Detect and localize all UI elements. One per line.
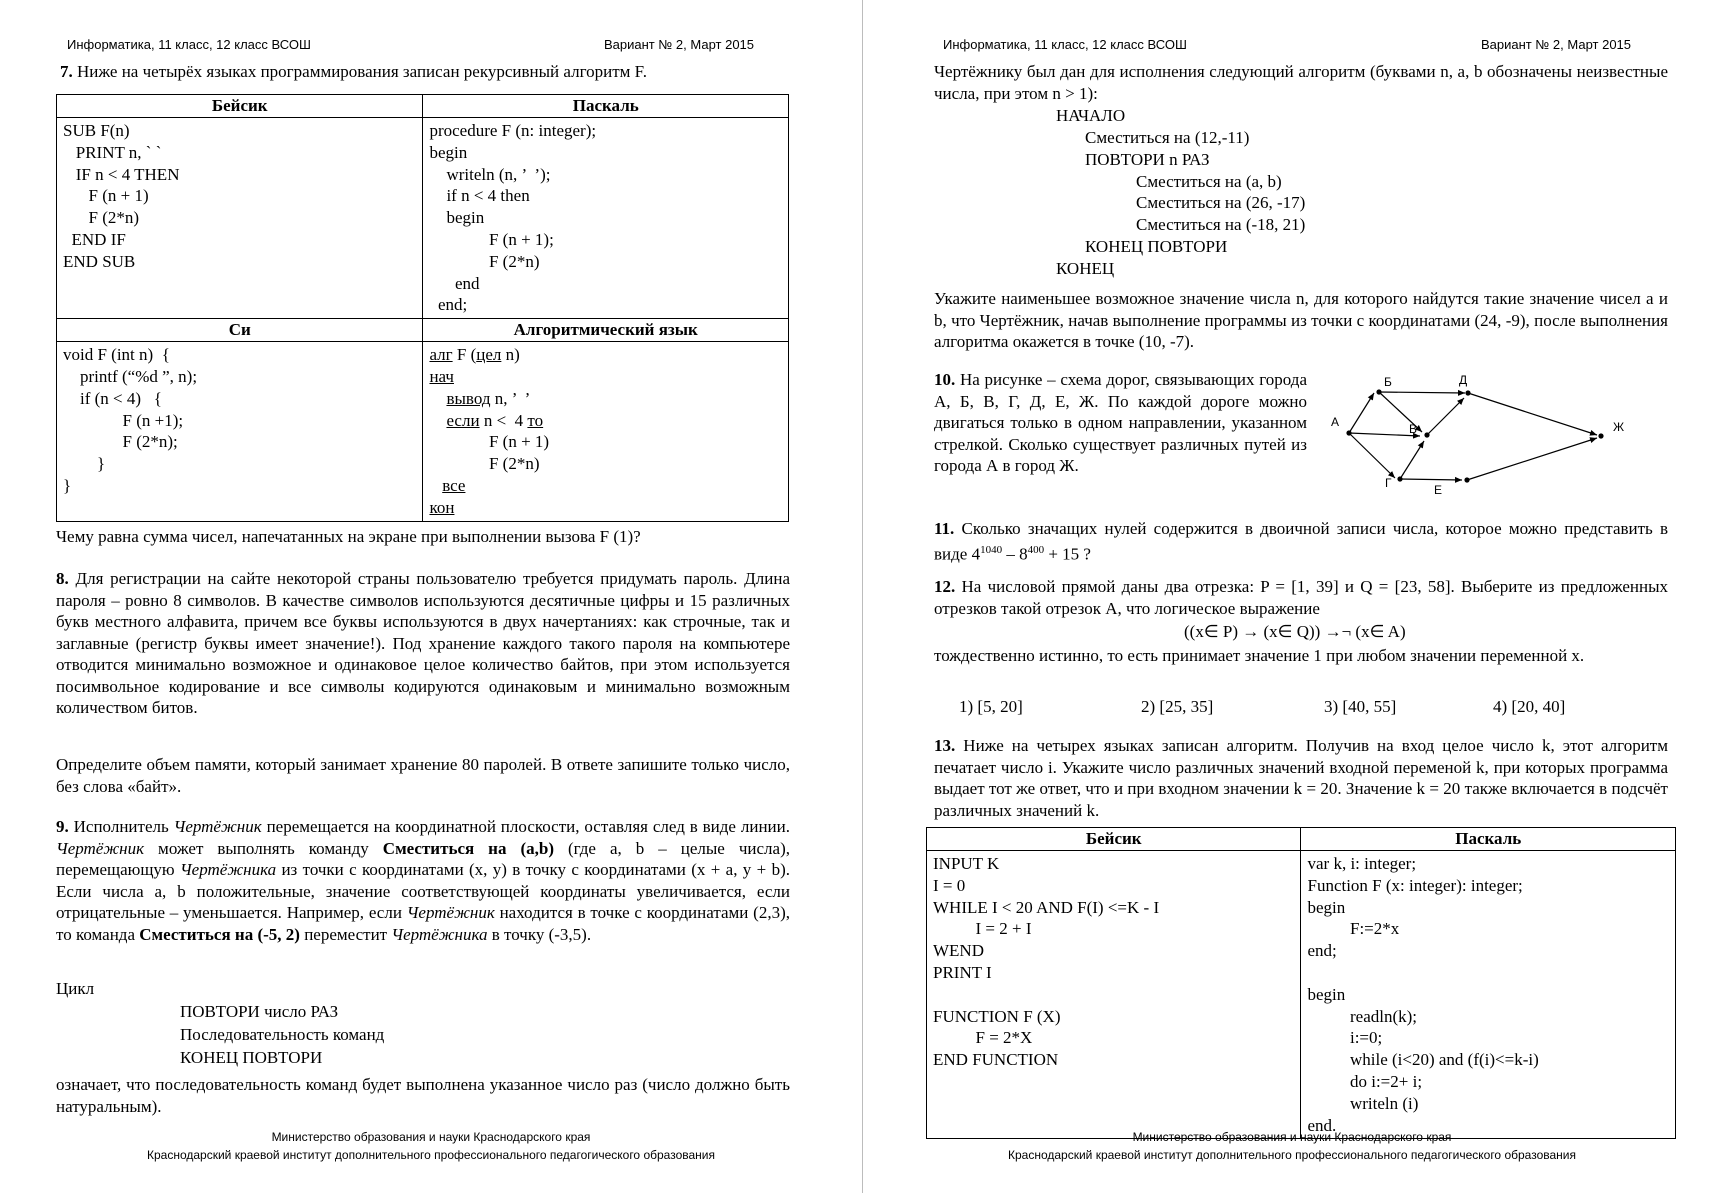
q13-text: Ниже на четырех языках записан алгоритм. Получив на вход целое число k, этот алгоритм печатает число i. Укажите число различных значений входной переменой k, при которых программа выдает тот же ответ, что и при входном значении k = 20. Значение k = 20 также включается в подсчёт различных значений k. — [934, 736, 1668, 820]
q8-paragraph — [56, 568, 790, 719]
q10-text: На рисунке – схема дорог, связывающих города А, Б, В, Г, Д, Е, Ж. По каждой дороге можно двигаться только в одном направлении, указанном стрелкой. Сколько существует различных путей из города А в город Ж. — [934, 370, 1307, 475]
q12-formula: ((x∈ P) → (x∈ Q)) →¬ (x∈ A) — [1184, 622, 1406, 641]
node-e — [1464, 477, 1469, 482]
algo-line-move-ab: Сместиться на (a, b) — [1136, 172, 1282, 191]
node-d — [1465, 390, 1470, 395]
q7-header-pascal: Паскаль — [423, 95, 789, 118]
node-v — [1424, 432, 1429, 437]
q13-number: 13. — [934, 736, 956, 755]
q13-code-table — [926, 827, 1676, 1139]
q12-option-3: 3) [40, 55] — [1324, 697, 1397, 716]
node-label-e: Е — [1434, 483, 1443, 497]
algo-line-move-1: Сместиться на (12,-11) — [1085, 128, 1250, 147]
edge-d-zh — [1468, 393, 1597, 435]
q7-header-basic: Бейсик — [57, 95, 423, 118]
q9-cycle-title: Цикл — [56, 979, 95, 998]
q9-continued-intro: Чертёжнику был дан для исполнения следующий алгоритм (буквами n, a, b обозначены неизвестные числа, при этом n > 1): — [934, 62, 1668, 103]
q8-text: Для регистрации на сайте некоторой страны пользователю требуется придумать пароль. Длина пароля – ровно 8 символов. В качестве символов используются десятичные цифры и 15 различных букв местного алфавита, причем все буквы используются в двух начертаниях: как строчные, так и заглавные (регистр буквы имеет значение!). Под хранение каждого такого пароля на компьютере отводится минимально возможное и одинаковое целое количество байтов, при этом используется посимвольное кодирование и все символы кодируются одинаковым и минимально возможным количеством битов. — [56, 569, 790, 717]
q10-paragraph — [934, 369, 1307, 477]
node-zh — [1598, 433, 1603, 438]
q9-number: 9. — [56, 817, 69, 836]
edge-a-b — [1349, 393, 1374, 433]
footer-ministry: Министерство образования и науки Краснодарского края — [271, 1130, 591, 1144]
q11-number: 11. — [934, 519, 955, 538]
q12-option-1: 1) [5, 20] — [959, 697, 1023, 716]
node-g — [1397, 476, 1402, 481]
q12-paragraph — [934, 576, 1668, 619]
node-b — [1376, 389, 1381, 394]
q8-question: Определите объем памяти, который занимает хранение 80 паролей. В ответе запишите только число, без слова «байт». — [56, 755, 790, 796]
edge-v-d — [1427, 398, 1464, 435]
edge-g-e — [1400, 479, 1462, 480]
road-graph — [1322, 368, 1632, 498]
q13-basic-code: INPUT K I = 0 WHILE I < 20 AND F(I) <=K - I I = 2 + I WEND PRINT I FUNCTION F (X) F = 2*X END FUNCTION — [933, 854, 1160, 1070]
node-label-b: Б — [1384, 375, 1392, 389]
footer-institute: Краснодарский краевой институт дополнительного профессионального педагогического образования — [1007, 1148, 1576, 1162]
q13-pascal-code: var k, i: integer; Function F (x: integer): integer; begin F:=2*x end; begin readln(k); i:=0; while (i<20) and (f(i)<=k-i) do i:=2+ i; writeln (i) end. — [1307, 854, 1539, 1135]
q9-cycle-line-1: ПОВТОРИ число РАЗ — [180, 1002, 339, 1021]
footer-institute: Краснодарский краевой институт дополнительного профессионального педагогического образования — [146, 1148, 715, 1162]
q13-paragraph — [934, 735, 1668, 821]
q12-number: 12. — [934, 577, 956, 596]
q12-option-4: 4) [20, 40] — [1493, 697, 1566, 716]
q7-code-table — [56, 94, 789, 522]
algo-line-start: НАЧАЛО — [1056, 106, 1126, 125]
q12-text: На числовой прямой даны два отрезка: P = [1, 39] и Q = [23, 58]. Выберите из предложенных отрезков такой отрезок A, что логическое выражение — [934, 577, 1669, 618]
algo-line-move-3: Сместиться на (-18, 21) — [1136, 215, 1306, 234]
node-label-a: А — [1331, 415, 1340, 429]
q7-header-c: Си — [57, 319, 423, 342]
node-label-g: Г — [1385, 476, 1392, 490]
q9-cycle-line-2: Последовательность команд — [180, 1025, 385, 1044]
algo-line-end: КОНЕЦ — [1056, 259, 1115, 278]
algo-line-move-2: Сместиться на (26, -17) — [1136, 193, 1306, 212]
q13-header-basic: Бейсик — [927, 828, 1301, 851]
q7-pascal-code: procedure F (n: integer); begin writeln (n, ’ ’); if n < 4 then begin F (n + 1); F (2*n) end end; — [429, 121, 597, 315]
header-variant: Вариант № 2, Март 2015 — [1481, 37, 1632, 52]
q7-c-code: void F (int n) { printf (“%d ”, n); if (n < 4) { F (n +1); F (2*n); } } — [63, 345, 198, 495]
q7-number: 7. — [60, 62, 73, 81]
q13-header-pascal: Паскаль — [1301, 828, 1676, 851]
page-right — [864, 0, 1720, 1193]
node-a — [1346, 430, 1351, 435]
q12-option-2: 2) [25, 35] — [1141, 697, 1214, 716]
edge-g-v — [1400, 441, 1424, 479]
algo-line-repeat: ПОВТОРИ n РАЗ — [1085, 150, 1210, 169]
q7-text: Ниже на четырёх языках программирования записан рекурсивный алгоритм F. — [77, 62, 648, 81]
algo-line-end-repeat: КОНЕЦ ПОВТОРИ — [1085, 237, 1228, 256]
edge-e-zh — [1467, 438, 1597, 480]
q9-question: Укажите наименьшее возможное значение числа n, для которого найдутся такие значение чисел a и b, что Чертёжник, начав выполнение программы из точки с координатами (24, -9), после выполнения алгоритма окажется в точке (10, -7). — [934, 289, 1668, 351]
q9-paragraph: 9. Исполнитель Чертёжник перемещается на координатной плоскости, оставляя след в виде линии. Чертёжник может выполнять команду Сместиться на (a,b) (где a, b – целые числа), перемещающую Чертёжника из точки с координатами (x, y) в точку с координатами (x + a, y + b). Если числа a, b положительные, значение соответствующей координаты увеличивается, если отрицательные – уменьшается. Например, если Чертёжник находится в точке с координатами (2,3), то команда Сместиться на (-5, 2) переместит Чертёжника в точку (-3,5). — [56, 817, 790, 944]
header-subject: Информатика, 11 класс, 12 класс ВСОШ — [67, 37, 311, 52]
q9-cycle-line-3: КОНЕЦ ПОВТОРИ — [180, 1048, 323, 1067]
q7-alg-code: алг F (цел n) нач вывод n, ’ ’ если n < 4 то F (n + 1) F (2*n) все кон — [429, 345, 550, 517]
node-label-d: Д — [1459, 373, 1468, 387]
q7-basic-code: SUB F(n) PRINT n, ` ` IF n < 4 THEN F (n + 1) F (2*n) END IF END SUB — [63, 121, 180, 271]
q7-header-alg: Алгоритмический язык — [423, 319, 789, 342]
edge-b-d — [1379, 392, 1465, 393]
q11-paragraph: 11. Сколько значащих нулей содержится в двоичной записи числа, которое можно представить в виде $4^{1040} - 8^{400} + 15$ ? — [934, 519, 1669, 564]
q10-number: 10. — [934, 370, 956, 389]
node-label-v: В — [1409, 422, 1418, 436]
footer-ministry: Министерство образования и науки Краснодарского края — [1132, 1130, 1452, 1144]
q9-cycle-note: означает, что последовательность команд будет выполнена указанное число раз (число должно быть натуральным). — [56, 1075, 790, 1116]
header-variant: Вариант № 2, Март 2015 — [604, 37, 755, 52]
edge-a-g — [1349, 433, 1395, 478]
q7-intro — [60, 62, 647, 82]
node-label-zh: Ж — [1613, 420, 1625, 434]
q12-text-2: тождественно истинно, то есть принимает значение 1 при любом значении переменной x. — [934, 646, 1585, 665]
header-subject: Информатика, 11 класс, 12 класс ВСОШ — [943, 37, 1187, 52]
q7-question: Чему равна сумма чисел, напечатанных на экране при выполнении вызова F (1)? — [56, 527, 641, 546]
q8-number: 8. — [56, 569, 69, 588]
